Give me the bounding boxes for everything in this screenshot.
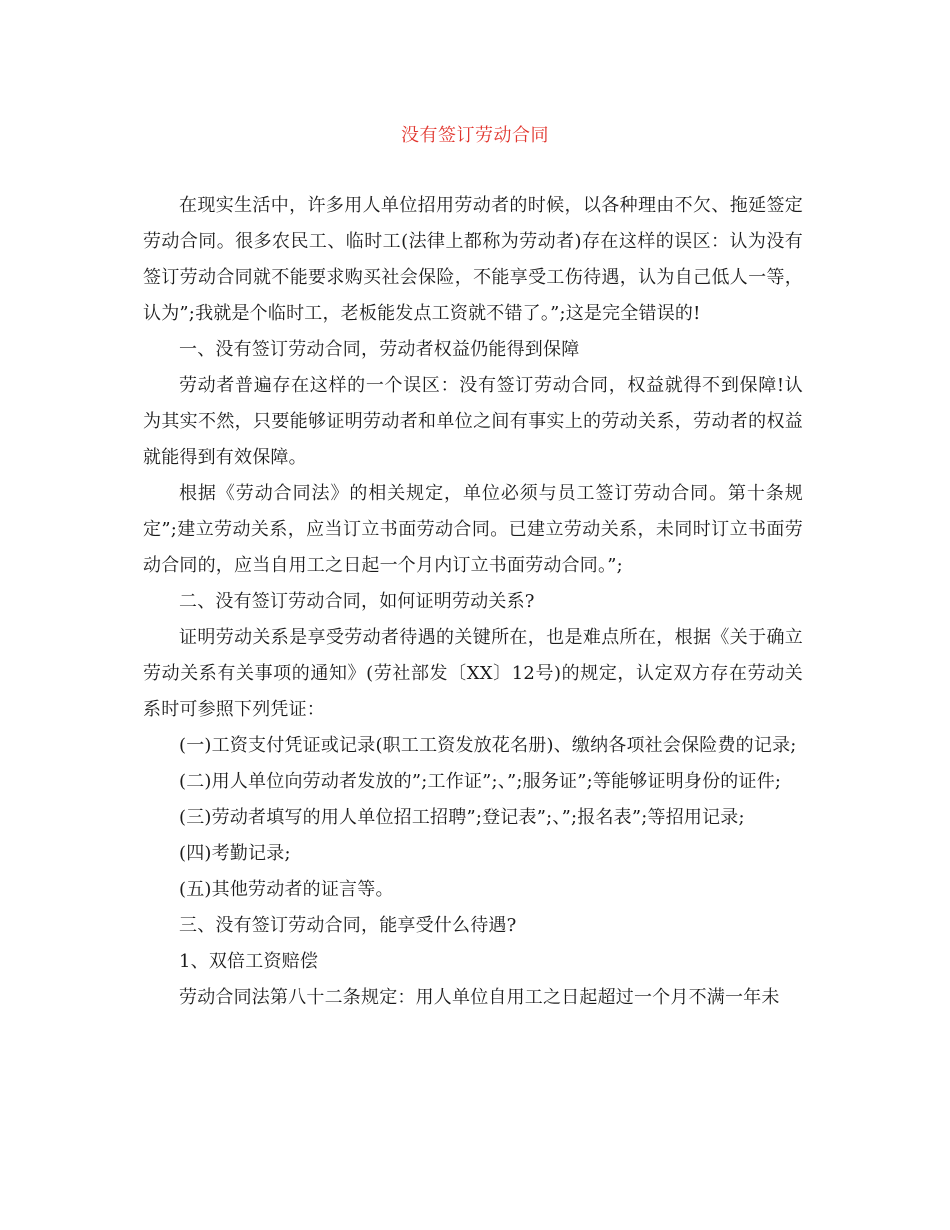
paragraph: 劳动者普遍存在这样的一个误区：没有签订劳动合同，权益就得不到保障!认为其实不然，只要能够证明劳动者和单位之间有事实上的劳动关系，劳动者的权益就能得到有效保障。 bbox=[143, 375, 803, 468]
section-heading-2: 二、没有签订劳动合同，如何证明劳动关系? bbox=[179, 591, 535, 612]
paragraph: 劳动合同法第八十二条规定：用人单位自用工之日起超过一个月不满一年未 bbox=[179, 987, 780, 1008]
paragraph: 证明劳动关系是享受劳动者待遇的关键所在，也是难点所在，根据《关于确立劳动关系有关事项的通知》(劳社部发〔XX〕12号)的规定，认定双方存在劳动关系时可参照下列凭证： bbox=[143, 627, 803, 720]
document-body bbox=[143, 188, 803, 1016]
list-item: (一)工资支付凭证或记录(职工工资发放花名册)、缴纳各项社会保险费的记录; bbox=[179, 735, 797, 756]
list-item: (四)考勤记录; bbox=[179, 843, 291, 864]
document-title: 没有签订劳动合同 bbox=[401, 125, 549, 146]
section-heading-3: 三、没有签订劳动合同，能享受什么待遇? bbox=[179, 915, 517, 936]
subheading: 1、双倍工资赔偿 bbox=[179, 951, 319, 972]
paragraph-intro: 在现实生活中，许多用人单位招用劳动者的时候，以各种理由不欠、拖延签定劳动合同。很多农民工、临时工(法律上都称为劳动者)存在这样的误区：认为没有签订劳动合同就不能要求购买社会保险，不能享受工伤待遇，认为自己低人一等，认为”;我就是个临时工，老板能发点工资就不错了。”;这是完全错误的! bbox=[143, 195, 803, 324]
list-item: (二)用人单位向劳动者发放的”;工作证”;、”;服务证”;等能够证明身份的证件; bbox=[179, 771, 782, 792]
paragraph: 根据《劳动合同法》的相关规定，单位必须与员工签订劳动合同。第十条规定”;建立劳动关系，应当订立书面劳动合同。已建立劳动关系，未同时订立书面劳动合同的，应当自用工之日起一个月内订立书面劳动合同。”; bbox=[143, 483, 803, 576]
list-item: (三)劳动者填写的用人单位招工招聘”;登记表”;、”;报名表”;等招用记录; bbox=[179, 807, 745, 828]
list-item: (五)其他劳动者的证言等。 bbox=[179, 879, 394, 900]
section-heading-1: 一、没有签订劳动合同，劳动者权益仍能得到保障 bbox=[179, 339, 580, 360]
